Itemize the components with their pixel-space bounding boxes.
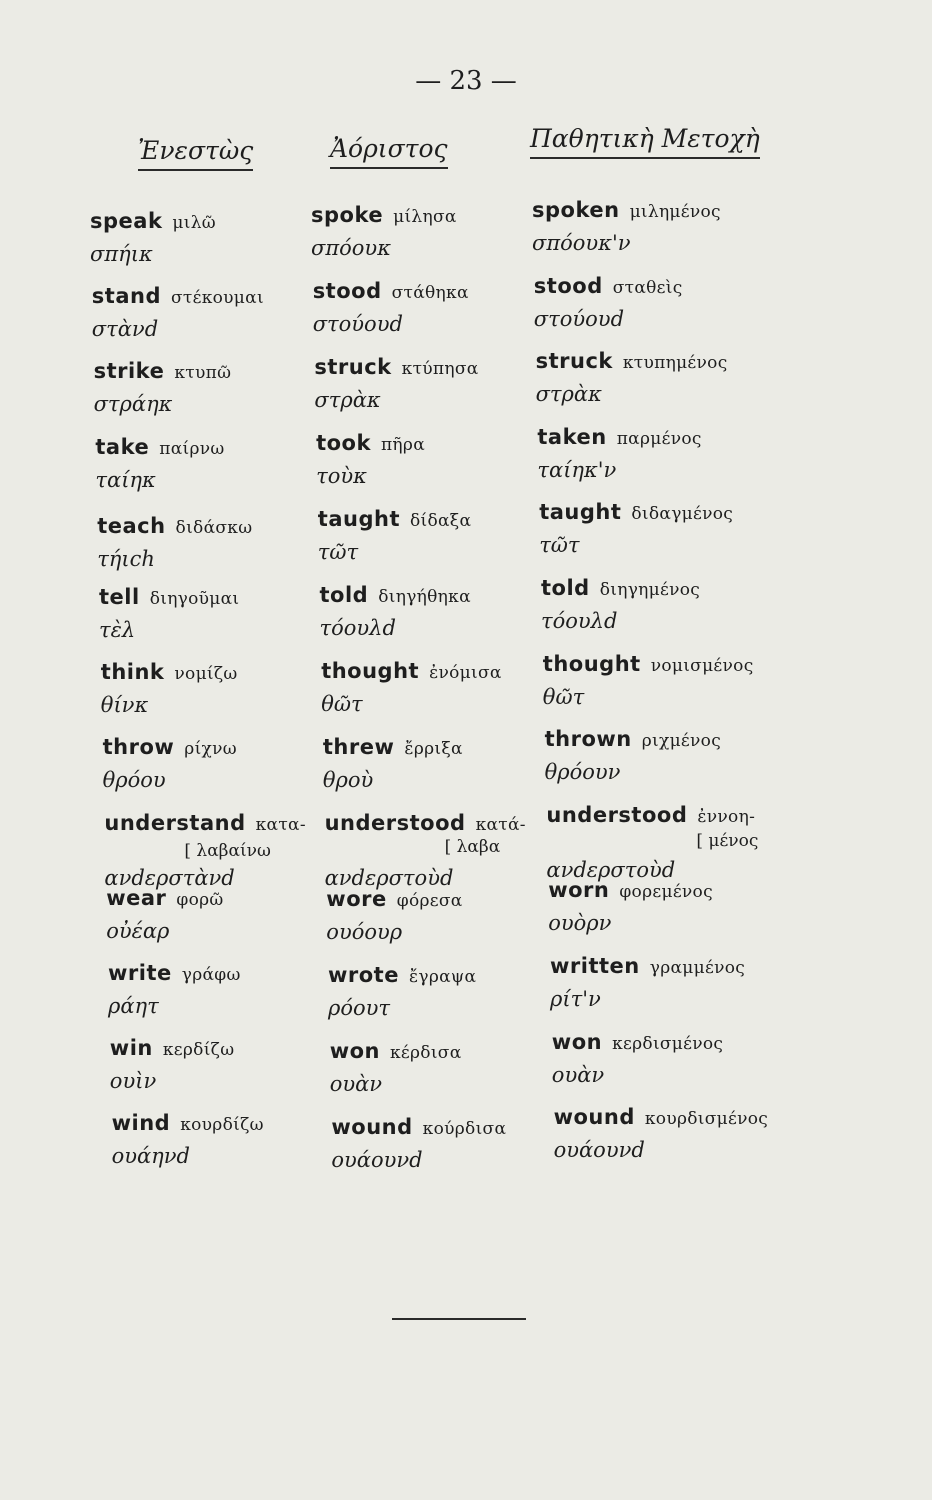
present-pronunciation: ουὶν [109,1069,157,1094]
aorist-english-verb: wound [331,1115,413,1139]
present-english-verb: tell [99,585,140,609]
present-entry [99,579,239,645]
present-entry [90,203,216,269]
participle-greek-meaning: φορεμένος [619,882,713,903]
participle-pronunciation: στούουd [533,306,625,331]
participle-pronunciation: τόουλd [541,609,618,633]
participle-english-verb: thrown [544,727,632,752]
aorist-english-verb: spoke [311,203,384,227]
participle-entry [543,646,754,712]
aorist-greek-meaning: πῆρα [380,435,425,455]
present-greek-meaning: κατα- [255,814,306,835]
present-greek-meaning: διδάσκω [175,517,253,538]
participle-entry [541,570,700,636]
header-participle: Παθητικὴ Μετοχὴ [530,124,760,159]
participle-english-verb: told [541,576,590,600]
aorist-pronunciation: ουάουνd [331,1148,423,1172]
aorist-pronunciation: ουὰν [329,1072,383,1096]
participle-pronunciation: ανdερστοὺd [546,857,676,882]
participle-english-verb: thought [542,651,641,676]
aorist-english-verb: struck [314,355,392,379]
aorist-english-verb: took [316,431,371,455]
participle-greek-meaning: νομισμένος [650,655,754,676]
present-entry [103,729,237,795]
participle-greek-meaning: ἐννοη- [697,806,756,827]
participle-entry [537,419,701,485]
present-greek-meaning: νομίζω [174,664,238,685]
participle-english-verb: stood [533,273,603,298]
aorist-entry [318,501,471,567]
aorist-pronunciation: τόουλd [319,616,396,640]
present-greek-meaning: κερδίζω [162,1040,235,1061]
present-entry [101,654,238,720]
present-pronunciation: ράητ [108,994,159,1018]
present-english-verb: throw [102,735,175,760]
present-english-verb: understand [104,810,246,835]
present-greek-meaning: διηγοῦμαι [149,589,240,609]
present-entry [94,353,232,419]
aorist-entry [314,349,478,415]
participle-pronunciation: θρόουν [544,760,621,785]
aorist-english-verb: told [319,583,369,607]
participle-entry [539,494,733,560]
present-greek-meaning: στέκουμαι [171,288,264,309]
present-english-verb: teach [97,513,166,538]
aorist-greek-continuation: [ λαβα [444,837,501,857]
aorist-entry [321,653,501,719]
present-pronunciation: στὰνd [91,317,159,342]
present-entry [95,429,224,495]
participle-entry [532,192,721,258]
participle-english-verb: struck [535,349,613,374]
aorist-english-verb: threw [322,735,395,759]
aorist-greek-meaning: ἔρριξα [404,739,463,759]
participle-pronunciation: ουὰν [551,1062,605,1087]
aorist-pronunciation: τῶτ [317,540,359,564]
aorist-greek-meaning: κατά- [475,815,526,835]
present-greek-meaning: κτυπῶ [174,363,232,384]
present-english-verb: wear [106,885,167,910]
participle-english-verb: understood [546,802,688,827]
aorist-english-verb: wore [326,887,387,911]
present-pronunciation: στράηκ [93,392,173,417]
participle-greek-meaning: μιλημένος [629,202,721,222]
aorist-greek-meaning: στάθηκα [391,283,469,303]
aorist-greek-meaning: μίλησα [393,207,457,227]
participle-pronunciation: ουάουνd [553,1138,645,1163]
aorist-entry [323,729,463,795]
participle-entry [545,721,721,787]
present-english-verb: speak [90,209,163,233]
aorist-greek-meaning: φόρεσα [396,891,463,911]
participle-english-verb: taught [539,500,622,525]
participle-entry [554,1099,769,1165]
present-greek-meaning: μιλῶ [172,213,216,233]
present-greek-continuation: [ λαβαίνω [184,840,271,861]
participle-entry [536,343,728,409]
present-pronunciation: θίνκ [100,693,149,718]
participle-english-verb: written [550,954,640,978]
participle-greek-meaning: παρμένος [616,428,702,449]
aorist-english-verb: stood [312,279,382,303]
aorist-entry [316,425,425,491]
present-entry [108,955,241,1021]
aorist-entry [326,881,462,947]
participle-greek-meaning: κερδισμένος [612,1033,724,1054]
aorist-pronunciation: θροὺ [322,768,374,792]
participle-pronunciation: ουὸρν [548,911,612,936]
participle-greek-meaning: διδαγμένος [631,504,734,525]
participle-pronunciation: θῶτ [542,684,585,709]
aorist-greek-meaning: ἔγραψα [408,967,477,987]
present-greek-meaning: κουρδίζω [180,1115,264,1136]
present-pronunciation: τὲλ [99,618,136,642]
aorist-pronunciation: ανdερστοὺd [324,866,454,890]
present-english-verb: think [100,660,165,685]
participle-pronunciation: στρὰκ [535,382,602,407]
page-number: — 23 — [415,66,517,96]
present-english-verb: wind [111,1111,171,1136]
present-pronunciation: σπήικ [90,242,153,266]
present-entry [110,1030,235,1096]
aorist-english-verb: wrote [328,963,399,987]
participle-pronunciation: τῶτ [539,533,580,558]
aorist-entry [331,1109,506,1175]
present-english-verb: write [108,961,172,985]
participle-english-verb: wound [553,1105,635,1130]
participle-english-verb: spoken [532,198,620,222]
aorist-entry [328,957,476,1023]
present-pronunciation: ουάηνd [111,1144,190,1169]
aorist-entry [330,1033,462,1099]
aorist-english-verb: understood [324,811,466,835]
aorist-greek-meaning: ἐνόμισα [429,663,502,683]
participle-greek-meaning: ριχμένος [641,731,722,752]
participle-greek-meaning: σταθεὶς [612,277,683,298]
present-greek-meaning: παίρνω [159,438,225,459]
aorist-greek-meaning: δίδαξα [409,511,472,531]
participle-entry [552,1024,723,1090]
present-entry [106,880,223,946]
participle-english-verb: worn [548,878,610,903]
participle-english-verb: taken [537,424,607,449]
aorist-pronunciation: ουόουρ [326,920,403,944]
aorist-greek-meaning: κτύπησα [401,359,479,379]
header-aorist: Ἀόριστος [330,134,448,169]
present-greek-meaning: ρίχνω [184,739,237,760]
aorist-pronunciation: ρόουτ [328,996,391,1020]
participle-greek-meaning: κουρδισμένος [644,1109,769,1130]
aorist-pronunciation: τοὺκ [316,464,367,488]
aorist-english-verb: taught [317,507,400,531]
present-english-verb: stand [91,284,161,309]
present-greek-meaning: φορῶ [176,889,224,910]
participle-greek-meaning: γραμμένος [649,958,746,978]
participle-pronunciation: ταίηκ'ν [537,457,617,482]
aorist-entry [311,197,457,263]
present-entry [112,1105,264,1171]
present-entry [97,508,252,574]
participle-greek-meaning: κτυπημένος [622,353,728,374]
aorist-pronunciation: σπόουκ [311,236,391,260]
participle-pronunciation: ρίτ'ν [550,987,601,1011]
aorist-entry [320,577,471,643]
participle-greek-meaning: διηγημένος [599,580,701,600]
aorist-english-verb: thought [321,659,420,683]
present-greek-meaning: γράφω [181,965,241,985]
aorist-pronunciation: θῶτ [321,692,363,716]
header-present: Ἐνεστὼς [138,136,253,171]
bottom-rule [392,1318,526,1320]
aorist-pronunciation: στρὰκ [314,388,381,412]
present-pronunciation: οὐέαρ [106,918,170,943]
present-pronunciation: ανdερστὰνd [104,865,235,890]
aorist-entry [325,805,526,893]
aorist-entry [313,273,469,339]
participle-entry [548,872,713,938]
present-pronunciation: τήιch [97,546,155,571]
present-english-verb: take [95,434,150,459]
participle-entry [534,268,683,334]
participle-entry [550,948,745,1014]
aorist-english-verb: won [329,1039,380,1063]
present-pronunciation: ταίηκ [95,467,156,492]
participle-pronunciation: σπόουκ'ν [532,231,631,255]
aorist-greek-meaning: κέρδισα [389,1043,462,1063]
present-english-verb: win [109,1036,153,1061]
aorist-pronunciation: στούουd [312,312,403,336]
present-pronunciation: θρόου [102,768,166,793]
aorist-greek-meaning: κούρδισα [422,1119,507,1139]
present-english-verb: strike [93,359,165,384]
present-entry [92,278,264,344]
aorist-greek-meaning: διηγήθηκα [378,587,471,607]
participle-english-verb: won [551,1029,603,1054]
participle-greek-continuation: [ μένος [696,830,759,851]
